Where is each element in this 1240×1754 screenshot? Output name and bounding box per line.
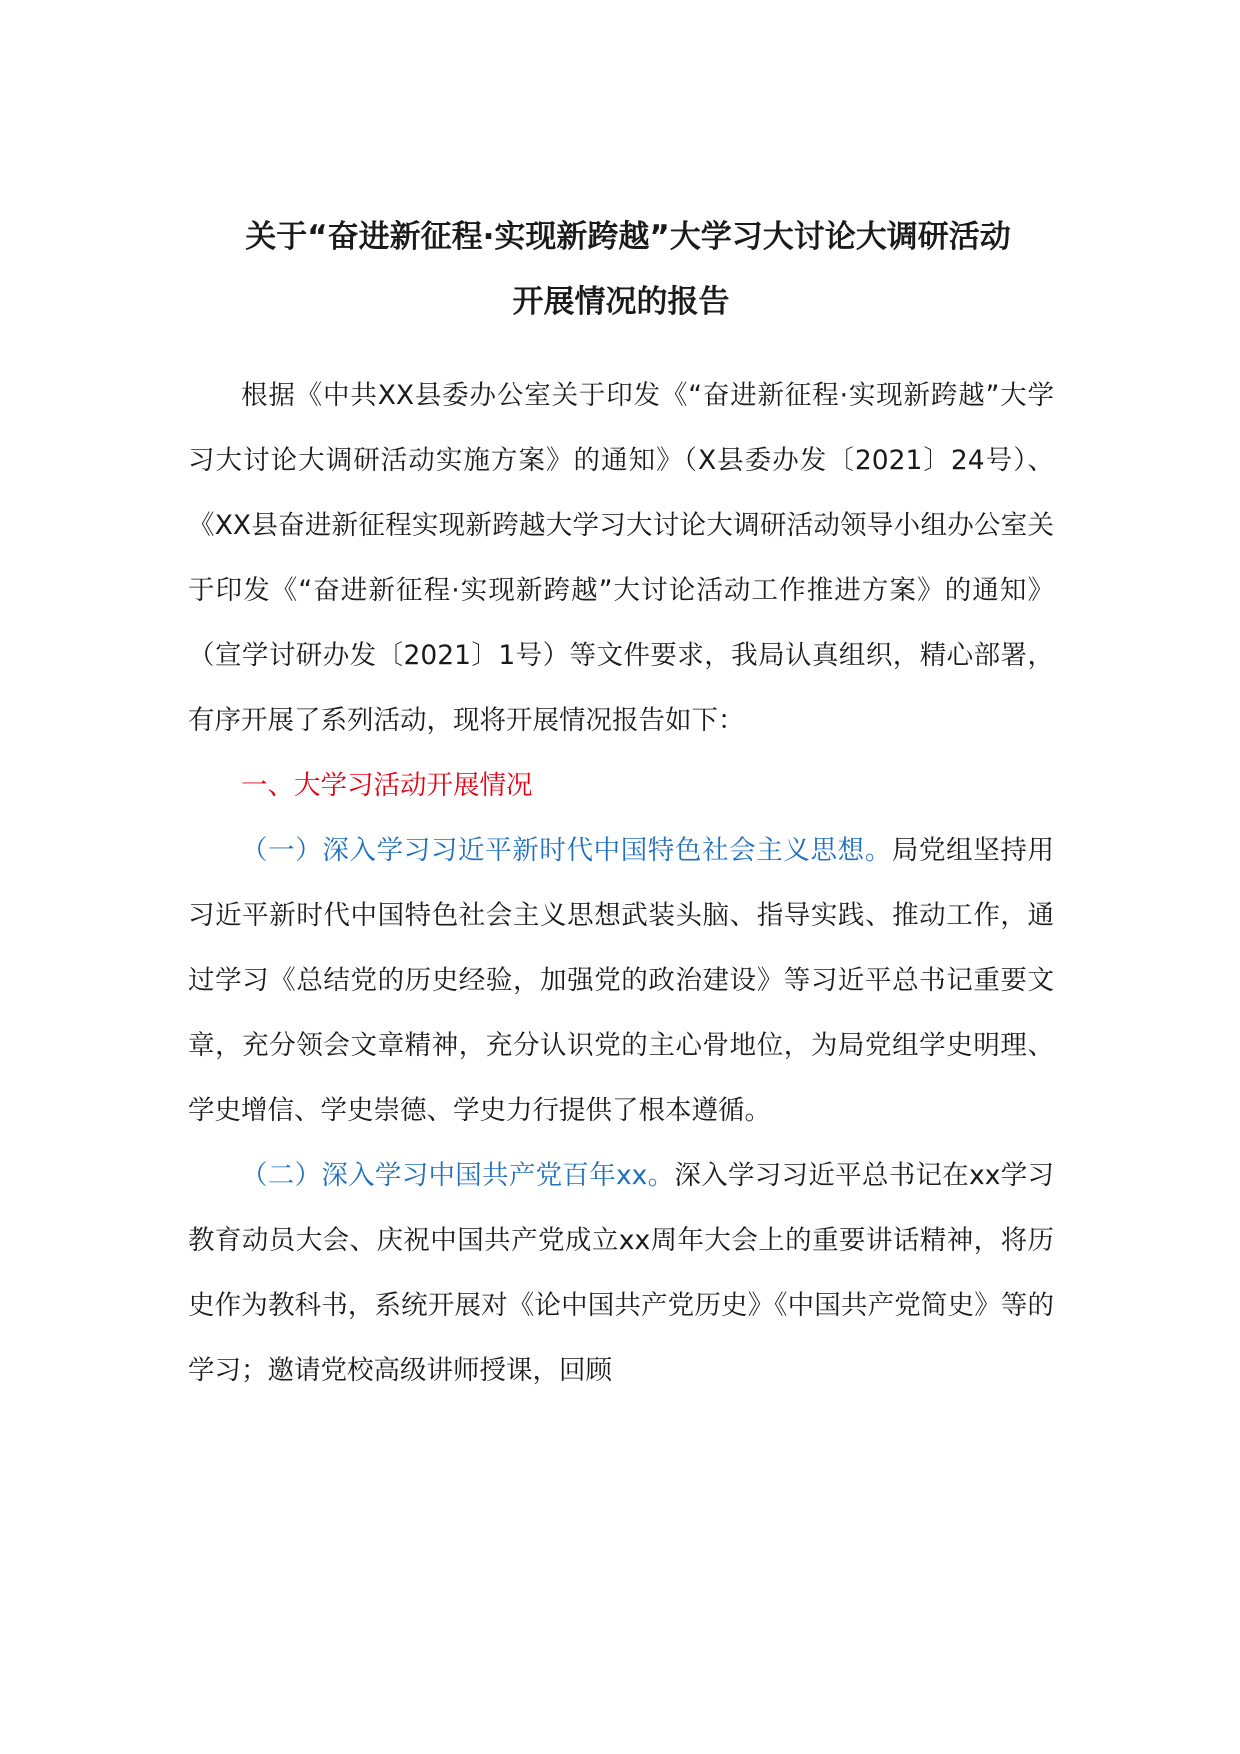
- document-body: [188, 363, 1054, 1403]
- intro-paragraph: 根据《中共XX县委办公室关于印发《“奋进新征程·实现新跨越”大学习大讨论大调研活动实施方案》的通知》（X县委办发〔2021〕24号）、《XX县奋进新征程实现新跨越大学习大讨论大调研活动领导小组办公室关于印发《“奋进新征程·实现新跨越”大讨论活动工作推进方案》的通知》（宣学讨研办发〔2021〕1号）等文件要求，我局认真组织，精心部署，有序开展了系列活动，现将开展情况报告如下：: [188, 380, 1054, 736]
- subsection-2-body: 深入学习习近平总书记在xx学习教育动员大会、庆祝中国共产党成立xx周年大会上的重要讲话精神，将历史作为教科书，系统开展对《论中国共产党历史》《中国共产党简史》等的学习；邀请党校高级讲师授课，回顾: [188, 1160, 1054, 1386]
- subsection-1-body: 局党组坚持用习近平新时代中国特色社会主义思想武装头脑、指导实践、推动工作，通过学习《总结党的历史经验，加强党的政治建设》等习近平总书记重要文章，充分领会文章精神，充分认识党的主心骨地位，为局党组学史明理、学史增信、学史崇德、学史力行提供了根本遵循。: [188, 835, 1055, 1126]
- section-heading-1: 一、大学习活动开展情况: [241, 770, 533, 801]
- subsection-1: [188, 818, 1054, 1143]
- subsection-2-heading: （二）深入学习中国共产党百年xx。: [241, 1160, 675, 1191]
- subsection-2: [188, 1143, 1054, 1403]
- document-title: [188, 205, 1054, 335]
- title-line-2: 开展情况的报告: [512, 284, 730, 320]
- title-line-1: 关于“奋进新征程·实现新跨越”大学习大讨论大调研活动: [245, 219, 1011, 255]
- subsection-1-heading: （一）深入学习习近平新时代中国特色社会主义思想。: [241, 835, 892, 866]
- document-page: [188, 205, 1054, 1403]
